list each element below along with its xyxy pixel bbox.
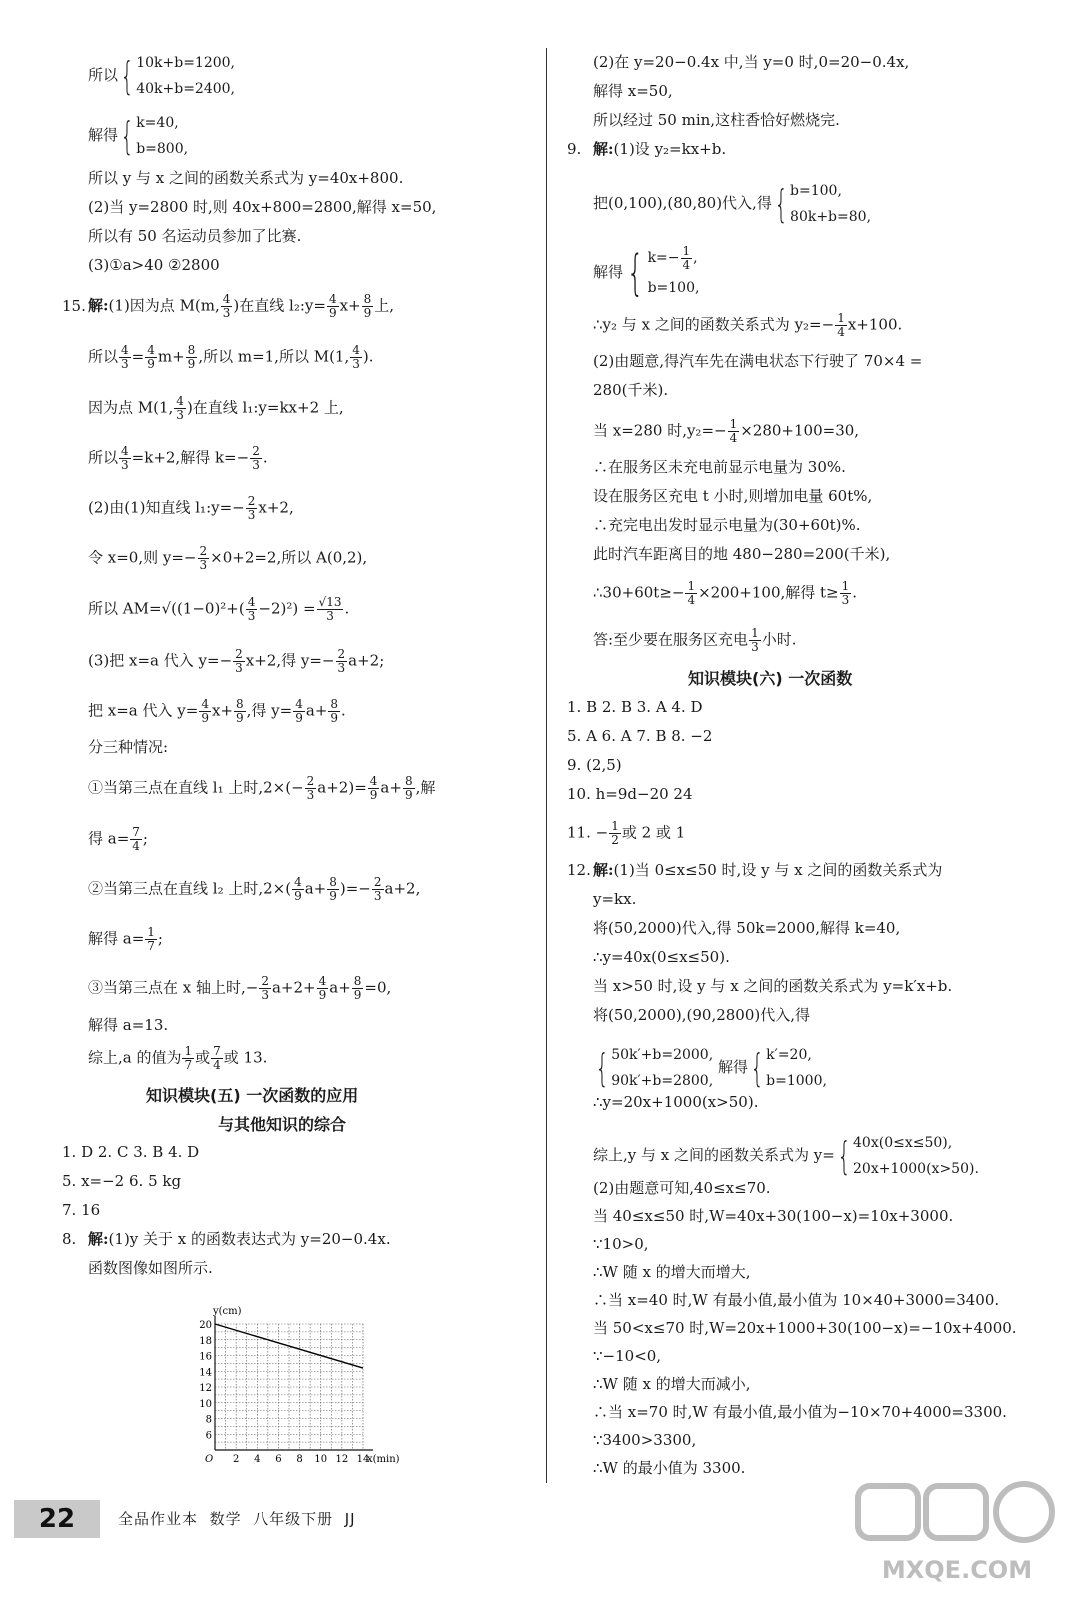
text-line: ∴在服务区未充电前显示电量为 30%. (593, 458, 846, 476)
chart-grid (215, 1324, 363, 1450)
q12-line-1: 12. 解:(1)当 0≤x≤50 时,设 y 与 x 之间的函数关系式为 (567, 861, 943, 879)
footer-book-title: 全品作业本 数学 八年级下册 JJ (118, 1510, 356, 1528)
q15-line-5: (2)由(1)知直线 l₁:y=− $\frac{2}{3}$ x+2, (88, 494, 294, 522)
text-line: 将(50,2000)代入,得 50k=2000,解得 k=40, (593, 919, 901, 937)
q8-line-1: 8. 解:(1)y 关于 x 的函数表达式为 y=20−0.4x. (62, 1230, 391, 1248)
watermark-logo (852, 1480, 1062, 1590)
q15-line-7: 所以 AM=√((1−0)²+( $\frac{4}{3}$ −2)²) = $\frac{√13}{3}$ . (88, 595, 350, 623)
text-line: 1. B 2. B 3. A 4. D (567, 698, 703, 716)
text-line: ∴W 随 x 的增大而减小, (593, 1375, 751, 1393)
text-line: 5. A 6. A 7. B 8. −2 (567, 727, 713, 745)
watermark-text: MXQE.COM (881, 1556, 1033, 1584)
q9-line-1: 9. 解:(1)设 y₂=kx+b. (567, 140, 727, 158)
page-number: 22 (14, 1500, 100, 1538)
text-line: 5. x=−2 6. 5 kg (62, 1172, 182, 1190)
q15-line-9: 把 x=a 代入 y= $\frac{4}{9}$ x+ $\frac{8}{9}$ ,得 y= $\frac{4}{9}$ a+ $\frac{8}{9}$ . (88, 697, 346, 725)
text-line: ∴W 的最小值为 3300. (593, 1459, 746, 1477)
text-line: y=kx. (593, 890, 637, 908)
q12-systems: { 50k′+b=2000, 90k′+b=2800, 解得{ k′=20, b=1000, (595, 1046, 827, 1090)
x-tick-label: 10 (314, 1454, 328, 1465)
text-line: 当 50<x≤70 时,W=20x+1000+30(100−x)=−10x+4000. (593, 1319, 1017, 1337)
x-tick-label: 2 (232, 1454, 240, 1465)
text-line: 10. h=9d−20 24 (567, 785, 693, 803)
text-line: 1. D 2. C 3. B 4. D (62, 1143, 200, 1161)
text-line: 当 40≤x≤50 时,W=40x+30(100−x)=10x+3000. (593, 1207, 954, 1225)
q15-line-3: 因为点 M(1, $\frac{4}{3}$ )在直线 l₁:y=kx+2 上, (88, 394, 344, 422)
text-line: 9. (2,5) (567, 756, 622, 774)
q15-line-1: 15. 解:(1)因为点 M(m, $\frac{4}{3}$ )在直线 l₂:y= $\frac{4}{9}$ x+ $\frac{8}{9}$ 上, (62, 292, 395, 320)
q15-line-13: ②当第三点在直线 l₂ 上时,2×( $\frac{4}{9}$ a+ $\frac{8}{9}$ )=− $\frac{2}{3}$ a+2, (88, 875, 421, 903)
text-line: 所以有 50 名运动员参加了比赛. (88, 227, 302, 245)
q15-line-15: ③当第三点在 x 轴上时,− $\frac{2}{3}$ a+2+ $\frac{4}{9}$ a+ $\frac{8}{9}$ =0, (88, 974, 392, 1002)
text-line: ∴W 随 x 的增大而增大, (593, 1263, 751, 1281)
q15-line-6: 令 x=0,则 y=− $\frac{2}{3}$ ×0+2=2,所以 A(0,2), (88, 544, 368, 572)
x-tick-label: 4 (254, 1454, 261, 1465)
q9-line-12: 答:至少要在服务区充电 $\frac{1}{3}$ 小时. (593, 626, 797, 654)
q11-line: 11. − $\frac{1}{2}$ 或 2 或 1 (567, 819, 686, 847)
x-tick-label: 6 (275, 1454, 282, 1465)
q9-line-2: 把(0,100),(80,80)代入,得{ b=100, 80k+b=80, (593, 182, 872, 226)
y-axis-label: y(cm) (213, 1306, 242, 1317)
q15-line-4: 所以 $\frac{4}{3}$ =k+2,解得 k=− $\frac{2}{3}$ . (88, 444, 268, 472)
text-line: 分三种情况: (88, 738, 169, 756)
text-line: ∴y=40x(0≤x≤50). (593, 948, 730, 966)
text-line: 函数图像如图所示. (88, 1259, 213, 1277)
section-heading-6: 知识模块(六) 一次函数 (688, 669, 853, 688)
text-line: 所以 y 与 x 之间的函数关系式为 y=40x+800. (88, 169, 404, 187)
text-line: 将(50,2000),(90,2800)代入,得 (593, 1006, 811, 1024)
y-tick-label: 18 (199, 1335, 212, 1347)
text-line: ∴当 x=70 时,W 有最小值,最小值为−10×70+4000=3300. (593, 1403, 1007, 1421)
q14-system-1: 所以{ 10k+b=1200, 40k+b=2400, (88, 54, 236, 98)
text-line: (3)①a>40 ②2800 (88, 256, 220, 274)
text-line: ∴y=20x+1000(x>50). (593, 1093, 759, 1111)
q9-line-11: ∴30+60t≥− $\frac{1}{4}$ ×200+100,解得 t≥ $\frac{1}{3}$ . (593, 579, 858, 607)
x-tick-label: 14 (356, 1454, 370, 1465)
y-tick-label: 6 (205, 1430, 212, 1442)
q15-line-8: (3)把 x=a 代入 y=− $\frac{2}{3}$ x+2,得 y=− $\frac{2}{3}$ a+2; (88, 647, 385, 675)
q15-line-12: 得 a= $\frac{7}{4}$ ; (88, 825, 148, 853)
y-tick-label: 14 (199, 1367, 212, 1379)
q9-line-3: ∴y₂ 与 x 之间的函数关系式为 y₂=− $\frac{1}{4}$ x+100. (593, 311, 903, 339)
x-tick-label: 8 (296, 1454, 303, 1465)
text-line: 7. 16 (62, 1201, 101, 1219)
y-tick-label: 20 (199, 1320, 212, 1331)
text-line: (2)由题意,得汽车先在满电状态下行驶了 70×4 = (593, 352, 923, 370)
y-tick-label: 8 (205, 1414, 212, 1426)
text-line: 此时汽车距离目的地 480−280=200(千米), (593, 545, 891, 563)
chart-axes (215, 1316, 373, 1450)
q15-line-17: 综上,a 的值为 $\frac{1}{7}$ 或 $\frac{7}{4}$ 或 13. (88, 1044, 268, 1072)
y-tick-label: 10 (199, 1398, 212, 1410)
q12-piecewise: 综上,y 与 x 之间的函数关系式为 y={ 40x(0≤x≤50), 20x+1000(x>50). (593, 1134, 979, 1178)
q15-line-11: ①当第三点在直线 l₁ 上时,2×(− $\frac{2}{3}$ a+2)= $\frac{4}{9}$ a+ $\frac{8}{9}$ ,解 (88, 774, 436, 802)
text-line: 所以经过 50 min,这柱香恰好燃烧完. (593, 111, 840, 129)
text-line: ∴当 x=40 时,W 有最小值,最小值为 10×40+3000=3400. (593, 1291, 1000, 1309)
x-axis-label: x(min) (367, 1454, 400, 1465)
column-divider (546, 48, 547, 1483)
origin-label: O (205, 1454, 214, 1465)
text-line: (2)当 y=2800 时,则 40x+800=2800,解得 x=50, (88, 198, 437, 216)
text-line: ∵−10<0, (593, 1347, 662, 1365)
y-tick-label: 16 (199, 1351, 212, 1363)
q15-line-2: 所以 $\frac{4}{3}$ = $\frac{4}{9}$ m+ $\frac{8}{9}$ ,所以 m=1,所以 M(1, $\frac{4}{3}$ ). (88, 343, 374, 371)
section-heading-5-sub: 与其他知识的综合 (218, 1115, 347, 1134)
text-line: ∵3400>3300, (593, 1431, 697, 1449)
text-line: 280(千米). (593, 381, 669, 399)
section-heading-5: 知识模块(五) 一次函数的应用 (146, 1086, 359, 1105)
q9-system-2: 解得{ k=− $\frac{1}{4}$ , b=100, (593, 243, 700, 301)
x-tick-label: 12 (335, 1454, 349, 1465)
q9-line-6: 当 x=280 时,y₂=− $\frac{1}{4}$ ×280+100=30, (593, 417, 860, 445)
text-line: 设在服务区充电 t 小时,则增加电量 60t%, (593, 487, 873, 505)
text-line: (2)在 y=20−0.4x 中,当 y=0 时,0=20−0.4x, (593, 53, 910, 71)
text-line: 解得 a=13. (88, 1016, 169, 1034)
page-footer (14, 1500, 514, 1540)
text-line: 当 x>50 时,设 y 与 x 之间的函数关系式为 y=k′x+b. (593, 977, 953, 995)
text-line: ∵10>0, (593, 1235, 649, 1253)
text-line: 解得 x=50, (593, 82, 673, 100)
q15-line-14: 解得 a= $\frac{1}{7}$ ; (88, 925, 163, 953)
q14-system-2: 解得{ k=40, b=800, (88, 114, 189, 158)
text-line: (2)由题意可知,40≤x≤70. (593, 1179, 771, 1197)
y-tick-label: 12 (199, 1383, 212, 1394)
text-line: ∴充完电出发时显示电量为(30+60t)%. (593, 516, 861, 534)
line-chart (185, 1306, 400, 1470)
